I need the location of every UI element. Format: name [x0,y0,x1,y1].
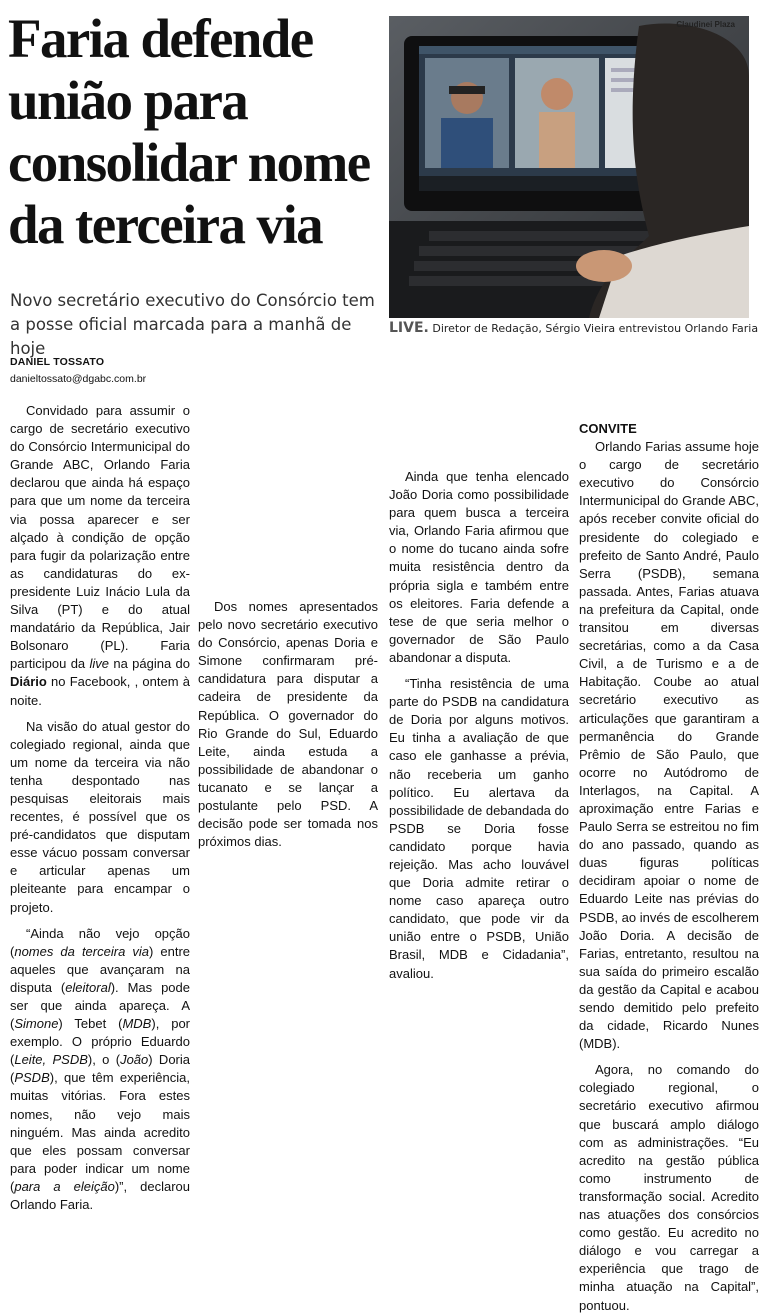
column-1 [10,402,190,1214]
photo-credit: Claudinei Plaza [676,20,735,29]
author-email: danieltossato@dgabc.com.br [10,373,147,385]
paragraph-3: “Ainda não vejo opção (nomes da terceira via) entre aqueles que avançaram na disputa (eleitoral). Mas pode ser que ainda apareça. A (Simone) Tebet (MDB), por exemplo. O próprio Eduardo (Leite, PSDB), o (João) Doria (PSDB), que têm experiência, muitas vitórias. Fora estes nomes, não vejo mais ninguém. Mas ainda acredito que eles possam conversar para poder indicar um nome (para a eleição)”, declarou Orlando Faria. [10,925,191,1213]
column-2 [198,598,378,851]
paragraph-2: Na visão do atual gestor do colegiado regional, ainda que um nome da terceira via não tenha despontado nas pesquisas eleitorais mais recentes, é possível que os pré-candidatos que disputam esse vácuo possam conversar e articular apenas um pleiteante para encampar o projeto. [10,718,190,915]
paragraph-4: Dos nomes apresentados pelo novo secretário executivo do Consórcio, apenas Doria e Simone confirmaram pré-candidatura para disputar a cadeira de presidente da República. O governador do Rio Grande do Sul, Eduardo Leite, ainda estuda a possibilidade de abandonar o tucanato e se lançar a postulante pelo PSD. A decisão pode ser tomada nos próximos dias. [198,599,378,850]
caption-label: LIVE. [389,320,429,336]
author-byline: DANIEL TOSSATO [10,356,105,368]
paragraph-8: Agora, no comando do colegiado regional, o secretário executivo afirmou que buscará amplo diálogo com as administrações. “Eu acredito na gestão pública como instrumento de transformação social. Acredito nas atuações dos consórcios como gestão. Eu acredito no diálogo e vou carregar a experiência que trago de minha atuação na Capital”, pontuou. [579,1062,759,1313]
paragraph-1: Convidado para assumir o cargo de secretário executivo do Consórcio Intermunicipal do Grande ABC, Orlando Faria declarou que ainda há espaço para que um nome da terceira via possa aparecer e ser alçado à condição de opção para fugir da polarização entre as candidaturas do ex-presidente Luiz Inácio Lula da Silva (PT) e do atual mandatário da República, Jair Bolsonaro (PL). Faria participou da live na página do Diário no Facebook, , ontem à noite. [10,403,190,708]
headline: Faria defende união para consolidar nome da terceira via [8,8,370,255]
paragraph-5: Ainda que tenha elencado João Doria como possibilidade para quem busca a terceira via, Orlando Faria afirmou que o nome do tucano ainda sofre muita resistência dentro da própria sigla e também entre os eleitores. Faria defende a tese de que seria melhor o governador de São Paulo abandonar a disputa. [389,469,569,665]
subhead: Novo secretário executivo do Consórcio tem a posse oficial marcada para a manhã de hoje [10,291,375,358]
caption-text: Diretor de Redação, Sérgio Vieira entrevistou Orlando Faria [428,322,759,335]
paragraph-6: “Tinha resistência de uma parte do PSDB na candidatura de Doria por alguns motivos. Eu tinha a avaliação de que caso ele ganhasse a prévia, não receberia um ganho político. Eu alertava da possibilidade de debandada do PSDB se Doria fosse candidato porque havia rejeição. Mas acho louvável que Doria admite retirar o nome caso apareça outro candidato, que pode vir da união entre o PSDB, União Brasil, MDB e Cidadania”, avaliou. [389,676,569,981]
column-3 [389,468,569,983]
laptop-video-call-illustration [389,16,749,318]
article-photo [389,16,749,318]
photo-caption [389,320,759,337]
paragraph-7: Orlando Farias assume hoje o cargo de secretário executivo do Consórcio Intermunicipal do Grande ABC, após receber convite oficial do presidente do colegiado e prefeito de Santo André, Paulo Serra (PSDB), semana passada. Antes, Farias atuava na prefeitura da Capital, onde transitou em diversas secretárias, como a da Casa Civil, a de Turismo e a de Habitação. Coube ao atual secretário executivo as articulações que garantiram a permanência do Grande Prêmio de São Paulo, que ocorre no Autódromo de Interlagos, na Capital. A aproximação entre Farias e Paulo Serra se estreitou no fim do ano passado, quando as duas figuras políticas decidiram apoiar o nome de Eduardo Leite nas prévias do PSDB, ao invés de escolherem João Doria. A decisão de Farias, entretanto, resultou na sua saída do primeiro escalão da gestão da Capital e acabou sendo demitido pelo prefeito da cidade, Ricardo Nunes (MDB). [579,439,759,1052]
section-heading-convite: CONVITE [579,421,637,436]
column-4 [579,420,759,1315]
